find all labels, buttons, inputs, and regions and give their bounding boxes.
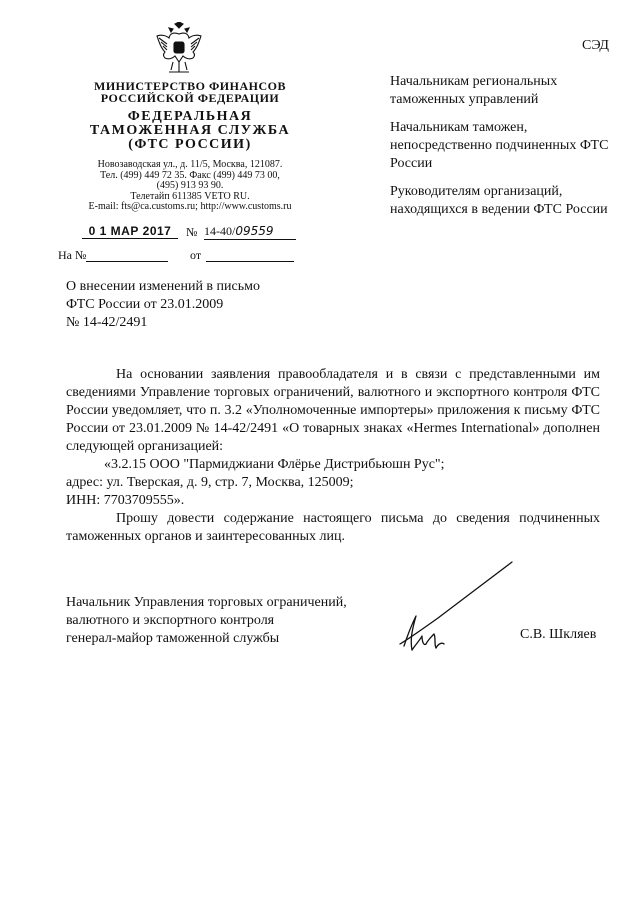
signatory-position bbox=[66, 594, 386, 648]
phone-fax-line: Тел. (499) 449 72 35. Факс (499) 449 73 00, bbox=[100, 169, 280, 181]
registration-number-label: № bbox=[186, 225, 198, 239]
registration-number-printed: 14-40/ bbox=[204, 224, 236, 238]
recipient-item: Начальникам таможен, непосредственно подчиненных ФТС России bbox=[390, 120, 609, 171]
position-line-1: Начальник Управления торговых ограничений, bbox=[66, 595, 347, 610]
subject-line-2: ФТС России от 23.01.2009 bbox=[66, 297, 224, 312]
subject-block bbox=[66, 278, 326, 332]
registration-number-handwritten: 09559 bbox=[235, 224, 274, 238]
reference-from-label: от bbox=[190, 248, 202, 262]
contact-block bbox=[72, 160, 308, 213]
subject-line-1: О внесении изменений в письмо bbox=[66, 279, 260, 294]
service-line-2: ТАМОЖЕННАЯ СЛУЖБА bbox=[89, 123, 291, 138]
registration-number bbox=[204, 224, 296, 240]
recipient-item: Начальникам региональных таможенных управлений bbox=[390, 74, 558, 107]
letter-body bbox=[66, 366, 600, 546]
ministry-name bbox=[80, 80, 300, 104]
registration-row bbox=[58, 224, 308, 244]
service-line-3: (ФТС РОССИИ) bbox=[128, 137, 252, 152]
sed-label: СЭД bbox=[582, 38, 609, 53]
reference-row bbox=[58, 248, 308, 264]
recipient-item: Руководителям организаций, находящихся в ведении ФТС России bbox=[390, 184, 608, 217]
insert-line-3: ИНН: 7703709555». bbox=[66, 493, 185, 508]
registration-date: 0 1 МАР 2017 bbox=[82, 224, 178, 239]
body-paragraph-1: На основании заявления правообладателя и в связи с представленными им сведениями Управление торговых ограничений, валютного и экспортного контроля ФТС России уведомляет, что п. 3.2 «Уполномоченные импортеры» приложения к письму ФТС России от 23.01.2009 № 14-42/2491 «О товарных знаках «Hermes International» дополнен следующей организацией: bbox=[66, 367, 600, 454]
position-line-3: генерал-майор таможенной службы bbox=[66, 631, 280, 646]
email-web-line: E-mail: fts@ca.customs.ru; http://www.customs.ru bbox=[88, 201, 292, 212]
coat-of-arms-icon bbox=[155, 22, 203, 76]
position-line-2: валютного и экспортного контроля bbox=[66, 613, 275, 628]
teletype-line: Телетайп 611385 VETO RU. bbox=[130, 190, 250, 202]
ministry-line-2: РОССИЙСКОЙ ФЕДЕРАЦИИ bbox=[100, 91, 280, 105]
phone2-line: (495) 913 93 90. bbox=[156, 180, 224, 191]
ministry-line-1: МИНИСТЕРСТВО ФИНАНСОВ bbox=[94, 79, 286, 93]
handwritten-signature bbox=[392, 560, 514, 660]
insert-line-2: адрес: ул. Тверская, д. 9, стр. 7, Москва, 125009; bbox=[66, 475, 354, 490]
service-name bbox=[80, 110, 300, 152]
reference-number-line bbox=[86, 261, 168, 262]
subject-line-3: № 14-42/2491 bbox=[66, 315, 148, 330]
address-line: Новозаводская ул., д. 11/5, Москва, 121087. bbox=[97, 159, 283, 170]
signatory-name: С.В. Шкляев bbox=[520, 627, 597, 642]
reference-date-line bbox=[206, 261, 294, 262]
body-paragraph-2: Прошу довести содержание настоящего письма до сведения подчиненных таможенных органов и заинтересованных лиц. bbox=[66, 511, 600, 544]
reference-label: На № bbox=[58, 248, 87, 262]
insert-line-1: «3.2.15 ООО "Пармиджиани Флёрье Дистрибьюшн Рус"; bbox=[104, 457, 445, 472]
recipients-block bbox=[390, 73, 630, 229]
service-line-1: ФЕДЕРАЛЬНАЯ bbox=[127, 109, 253, 124]
